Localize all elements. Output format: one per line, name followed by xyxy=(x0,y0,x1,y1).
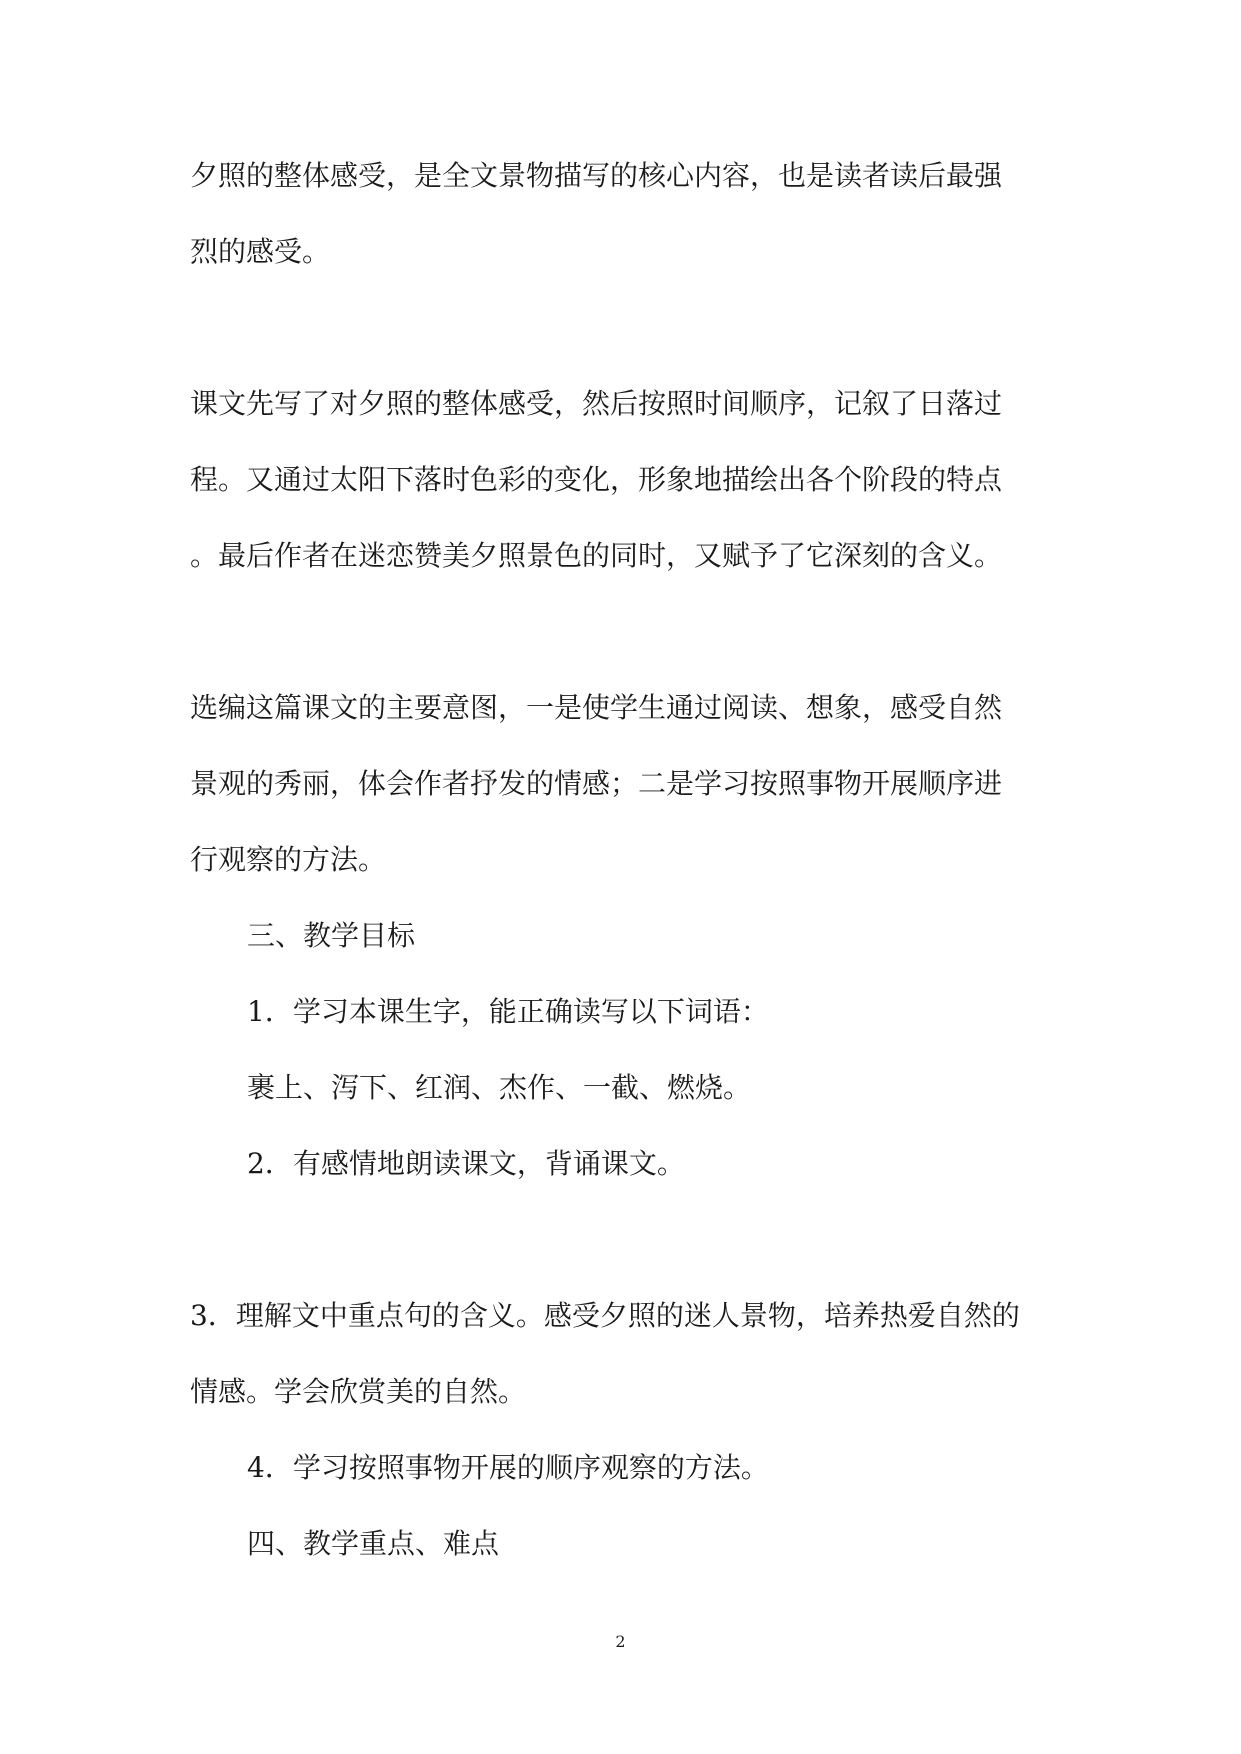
section-heading-teaching-goals: 三、教学目标 xyxy=(247,919,416,952)
paragraph-1-line-1: 夕照的整体感受，是全文景物描写的核心内容，也是读者读后最强 xyxy=(190,159,1003,192)
paragraph-1-line-2: 烈的感受。 xyxy=(190,235,331,268)
paragraph-2-line-2: 程。又通过太阳下落时色彩的变化，形象地描绘出各个阶段的特点 xyxy=(190,463,1003,496)
paragraph-2-line-1: 课文先写了对夕照的整体感受，然后按照时间顺序，记叙了日落过 xyxy=(190,387,1003,420)
goal-item-1: 1．学习本课生字，能正确读写以下词语： xyxy=(247,995,769,1028)
goal-item-1-words: 裹上、泻下、红润、杰作、一截、燃烧。 xyxy=(247,1071,752,1104)
paragraph-3-line-1: 选编这篇课文的主要意图，一是使学生通过阅读、想象，感受自然 xyxy=(190,691,1003,724)
goal-item-3-line-1: 3．理解文中重点句的含义。感受夕照的迷人景物，培养热爱自然的 xyxy=(190,1299,1020,1332)
goal-item-3-line-2: 情感。学会欣赏美的自然。 xyxy=(190,1375,527,1408)
paragraph-2-line-3: 。最后作者在迷恋赞美夕照景色的同时，又赋予了它深刻的含义。 xyxy=(190,539,1003,572)
paragraph-3-line-3: 行观察的方法。 xyxy=(190,843,387,876)
page-number: 2 xyxy=(615,1632,626,1651)
paragraph-3-line-2: 景观的秀丽，体会作者抒发的情感；二是学习按照事物开展顺序进 xyxy=(190,767,1003,800)
section-heading-key-points: 四、教学重点、难点 xyxy=(247,1527,500,1560)
goal-item-4: 4．学习按照事物开展的顺序观察的方法。 xyxy=(247,1451,769,1484)
goal-item-2: 2．有感情地朗读课文，背诵课文。 xyxy=(247,1147,685,1180)
